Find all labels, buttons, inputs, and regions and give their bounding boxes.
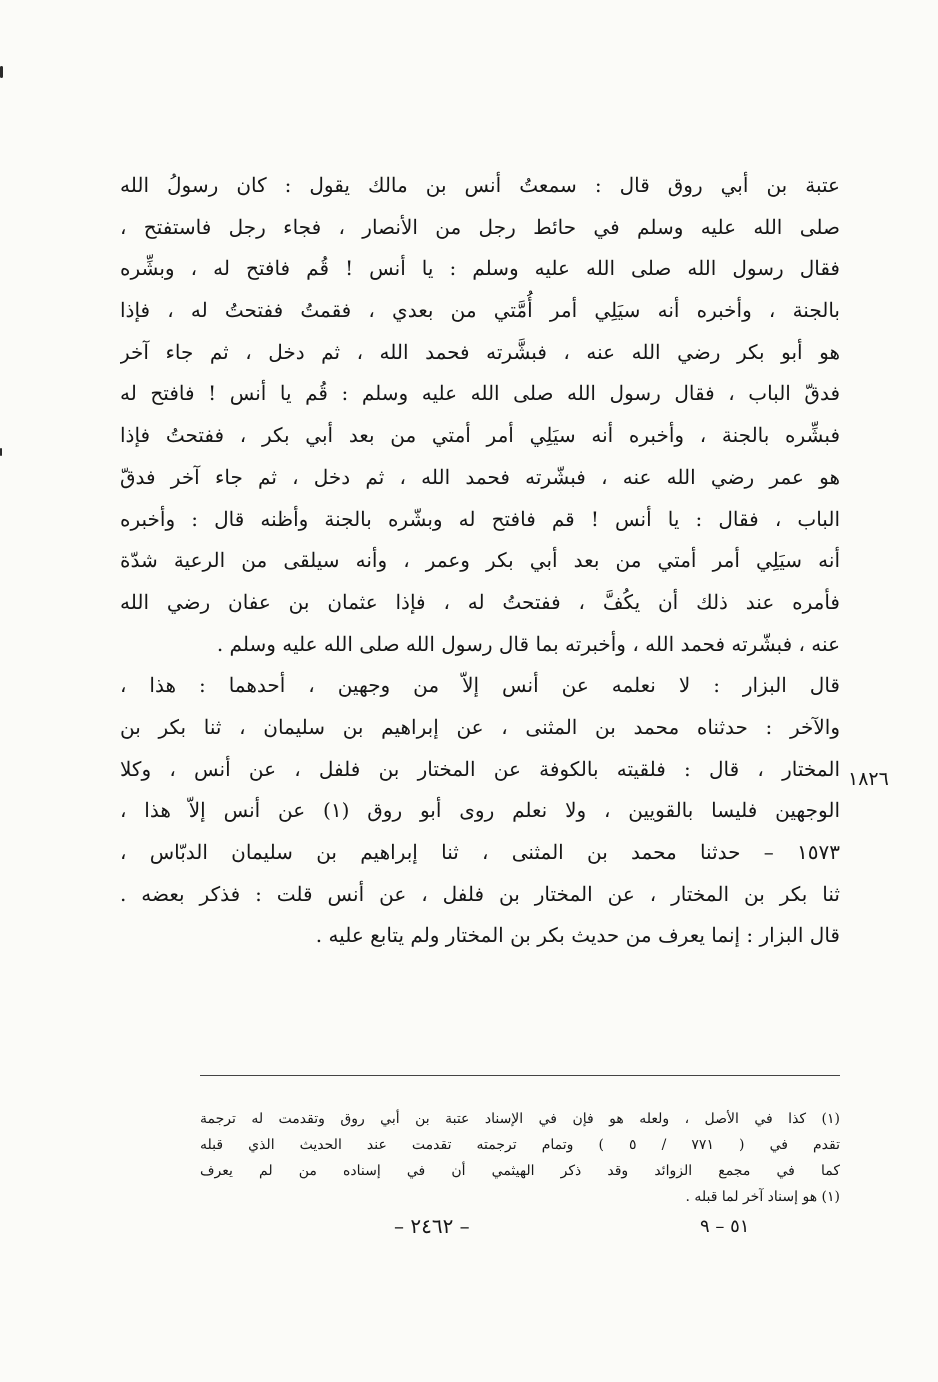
printer-signature-mark: ٥١ – ٩: [700, 1216, 750, 1237]
footnote-line-3: كما في مجمع الزوائد وقد ذكر الهيثمي أن في إسناده من لم يعرف: [200, 1163, 840, 1179]
footnote-line-2: تقدم في ( ٧٧١ / ٥ ) وتمام ترجمته تقدمت عند الحديث الذي قبله: [200, 1137, 840, 1153]
footnote-line-1: (١) كذا في الأصل ، ولعله هو فإن في الإسناد عتبة بن أبي روق وتقدمت له ترجمة: [200, 1111, 840, 1127]
footnote-line-4: (١) هو إسناد آخر لما قبله .: [685, 1189, 840, 1205]
text-line-8: هو عمر رضي الله عنه ، فبشّرته فحمد الله ، ثم دخل ، ثم جاء آخر فدقّ: [120, 464, 840, 489]
text-line-6: فدقّ الباب ، فقال رسول الله صلى الله عليه وسلم : قُم يا أنس ! فافتح له: [120, 381, 840, 406]
text-line-17: ١٥٧٣ – حدثنا محمد بن المثنى ، ثنا إبراهيم بن سليمان الدبّاس ،: [120, 840, 840, 864]
scan-edge-mark: [0, 448, 2, 456]
marginal-hadith-number: ١٨٢٦: [848, 768, 889, 790]
footnote-separator: [200, 1075, 840, 1076]
text-line-14: والآخر : حدثناه محمد بن المثنى ، عن إبراهيم بن سليمان ، ثنا بكر بن: [120, 714, 840, 739]
scan-edge-mark: [0, 66, 3, 78]
footnotes: [200, 1080, 840, 1210]
text-line-3: فقال رسول الله صلى الله عليه وسلم : يا أنس ! قُم فافتح له ، وبشِّره: [120, 256, 840, 281]
bleed-through-line: [200, 1080, 840, 1106]
text-line-9: الباب ، فقال : يا أنس ! قم فافتح له وبشّره بالجنة وأظنه قال : وأخبره: [120, 506, 840, 531]
text-line-16: الوجهين فليسا بالقويين ، ولا نعلم روى أبو روق (١) عن أنس إلاّ هذا ،: [120, 798, 840, 823]
text-line-12: عنه ، فبشّرته فحمد الله ، وأخبرته بما قال رسول الله صلى الله عليه وسلم .: [216, 631, 840, 656]
text-line-19: قال البزار : إنما يعرف من حديث بكر بن المختار ولم يتابع عليه .: [315, 923, 840, 948]
text-line-15: المختار ، قال : فلقيته بالكوفة عن المختار بن فلفل ، عن أنس ، وكلا: [120, 756, 840, 781]
text-line-5: هو أبو بكر رضي الله عنه ، فبشَّرته فحمد الله ، ثم دخل ، ثم جاء آخر: [120, 339, 840, 364]
main-text: [120, 165, 840, 957]
text-line-13: قال البزار : لا نعلمه عن أنس إلاّ من وجهين ، أحدهما : هذا ،: [120, 673, 840, 698]
text-line-2: صلى الله عليه وسلم في حائط رجل من الأنصار ، فجاء رجل فاستفتح ،: [120, 214, 840, 239]
page-number: – ٢٤٦٢ –: [394, 1214, 470, 1238]
text-line-7: فبشِّره بالجنة ، وأخبره أنه سيَلِي أمر أمتي من بعد أبي بكر ، ففتحتُ فإذا: [120, 423, 840, 448]
text-line-1: عتبة بن أبي روق قال : سمعتُ أنس بن مالك يقول : كان رسولُ الله: [120, 173, 840, 197]
text-line-18: ثنا بكر بن المختار ، عن المختار بن فلفل ، عن أنس قلت : فذكر بعضه .: [120, 881, 840, 906]
text-line-11: فأمره عند ذلك أن يكُفَّ ، ففتحتُ له ، فإذا عثمان بن عفان رضي الله: [120, 589, 840, 614]
text-line-4: بالجنة ، وأخبره أنه سيَلِي أمر أُمَّتي من بعدي ، فقمتُ ففتحتُ له ، فإذا: [120, 298, 840, 323]
text-line-10: أنه سيَلِي أمر أمتي من بعد أبي بكر وعمر ، وأنه سيلقى من الرعية شدّة: [120, 548, 840, 573]
